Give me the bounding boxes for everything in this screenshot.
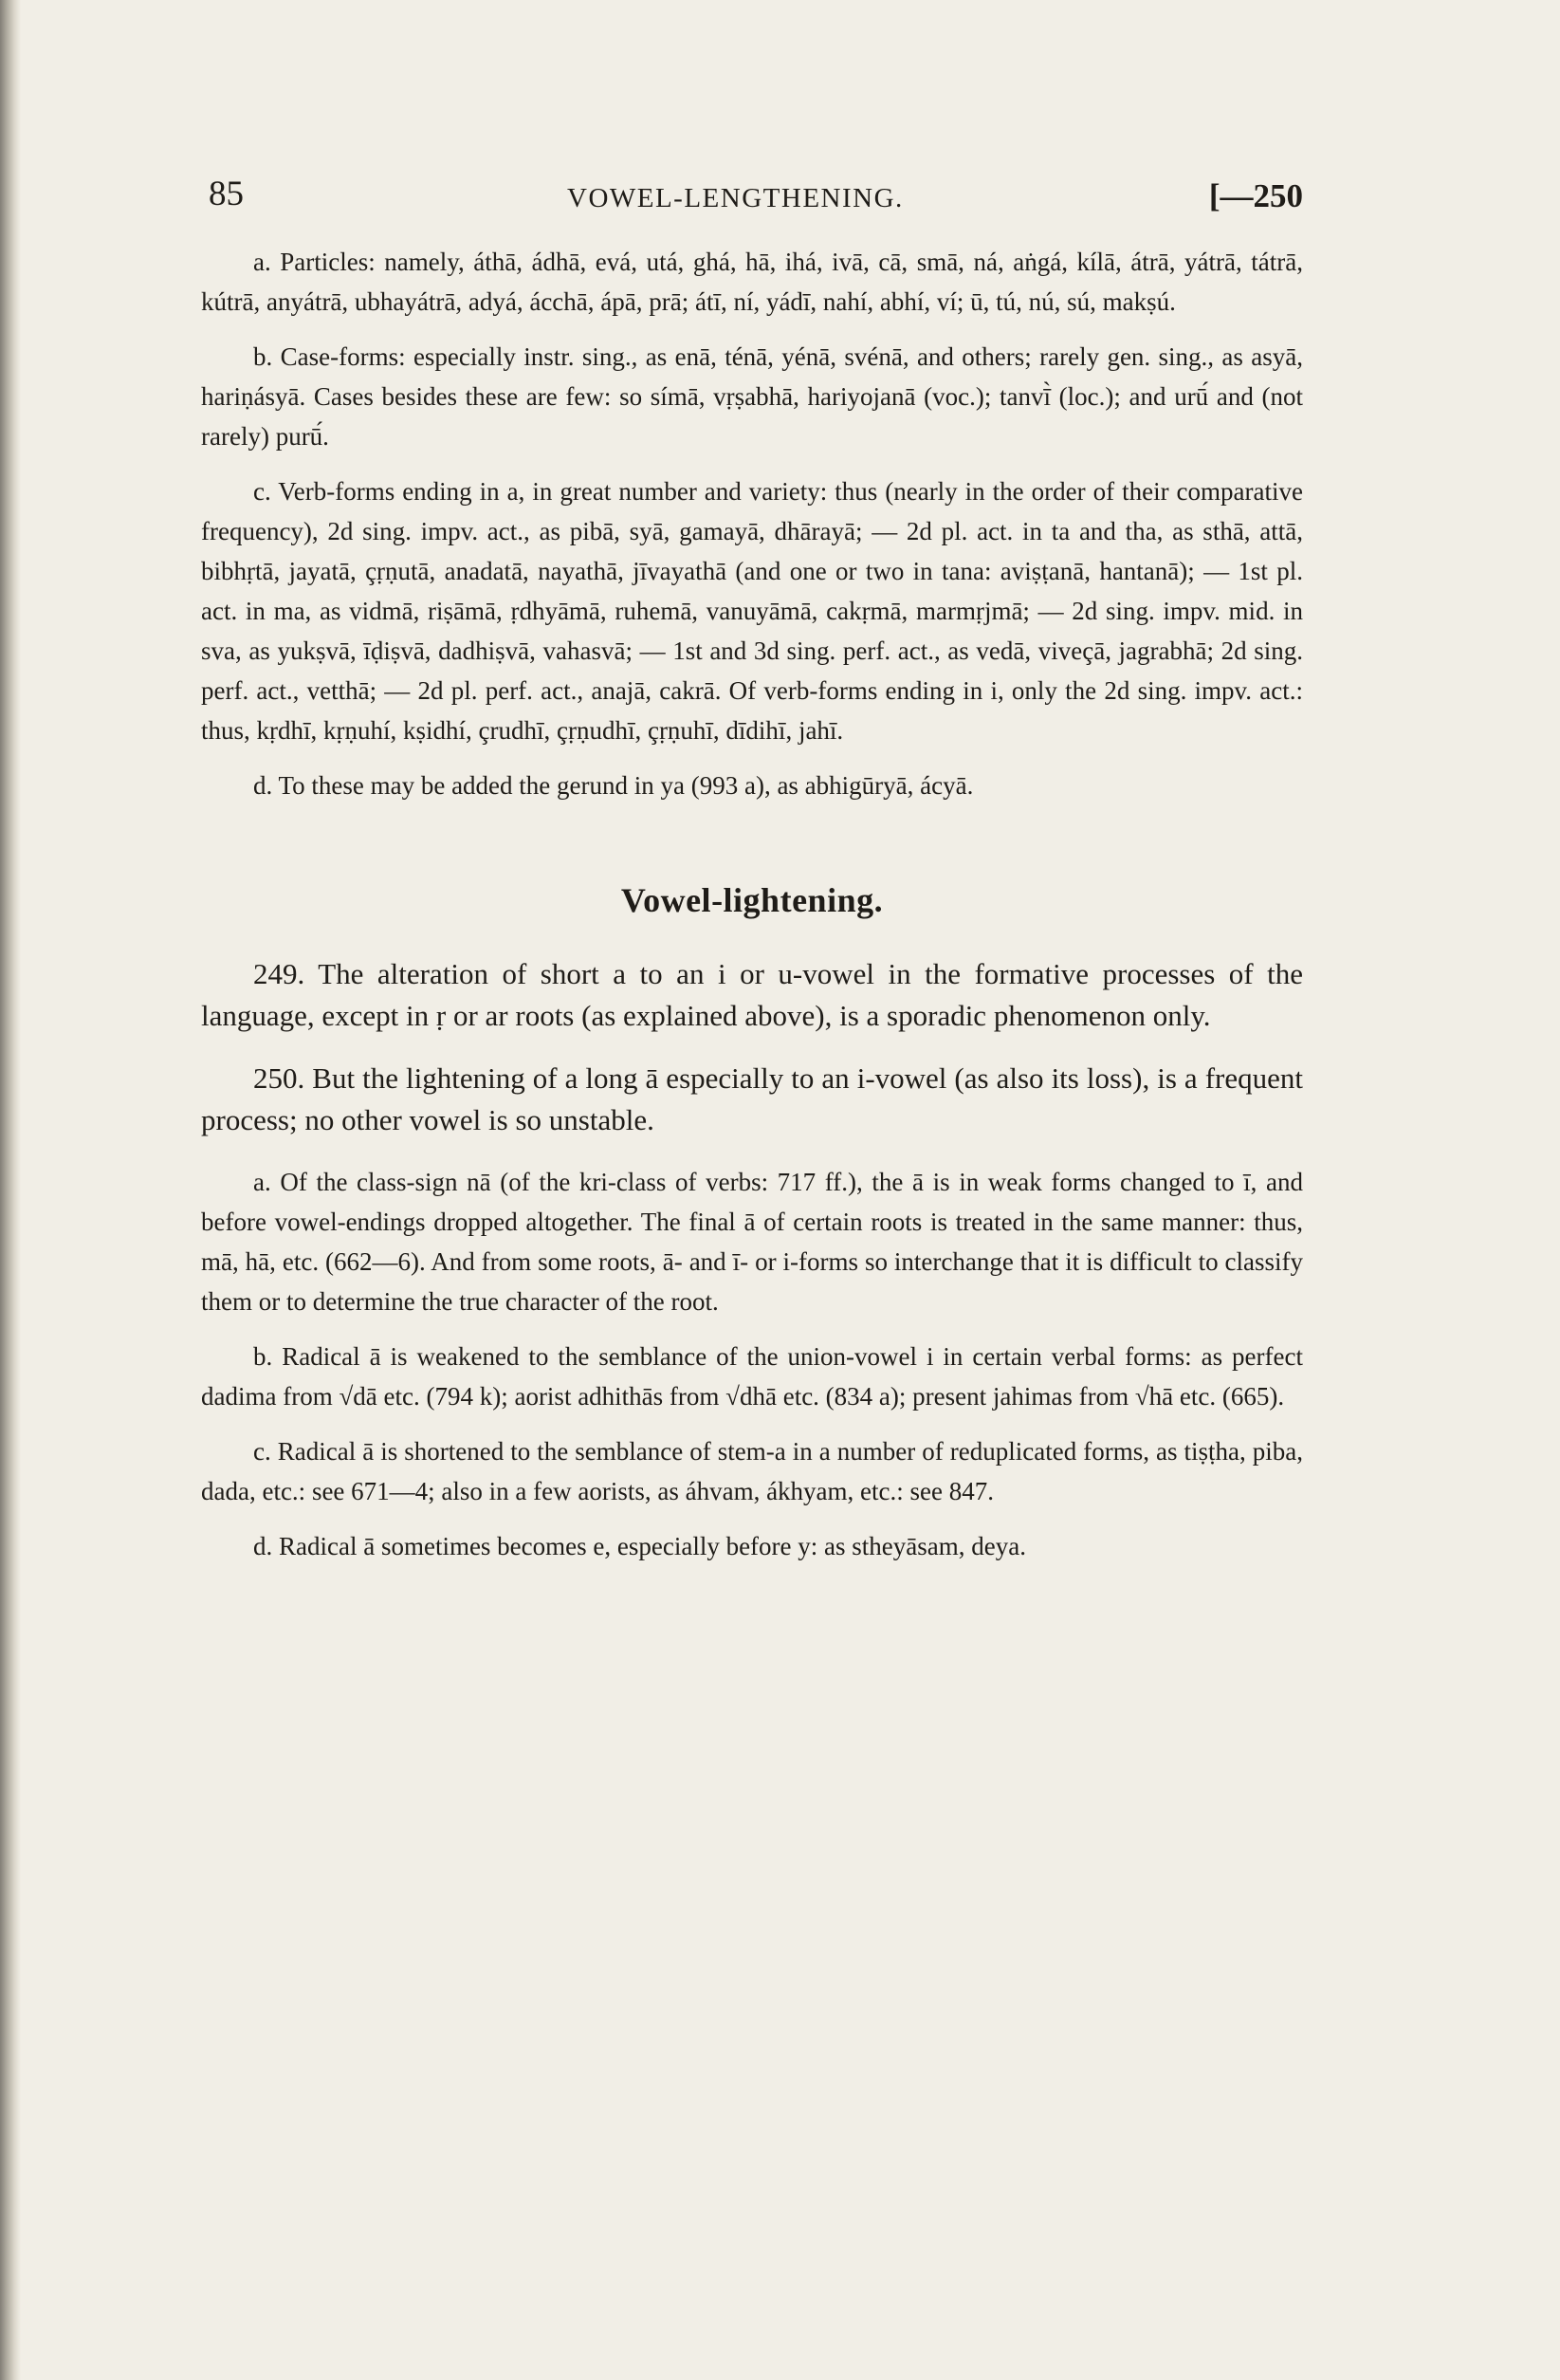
particles-paragraph: a. Particles: namely, áthā, ádhā, evá, utá, ghá, hā, ihá, ivā, cā, smā, ná, aṅgá, kílā, átrā, yátrā, tátrā, kútrā, anyátrā, ubhayátrā, adyá, ácchā, ápā, prā; átī, ní, yádī, nahí, abhí, ví; ū, tú, nú, sú, makṣú.: [201, 248, 1303, 316]
vowel-lightening-heading: Vowel-lightening.: [620, 881, 884, 919]
verb-forms-paragraph: c. Verb-forms ending in a, in great number and variety: thus (nearly in the order of their comparative frequency), 2d sing. impv. act., as pibā, syā, gamayā, dhārayā; — 2d pl. act. in ta and tha, as sthā, attā, bibhṛtā, jayatā, çṛṇutā, anadatā, nayathā, jīvayathā (and one or two in tana: aviṣṭanā, hantanā); — 1st pl. act. in ma, as vidmā, riṣāmā, ṛdhyāmā, ruhemā, vanuyāmā, cakṛmā, marmṛjmā; — 2d sing. impv. mid. in sva, as yukṣvā, īḍiṣvā, dadhiṣvā, vahasvā; — 1st and 3d sing. perf. act., as vedā, viveçā, jagrabhā; 2d sing. perf. act., vetthā; — 2d pl. perf. act., anajā, cakrā. Of verb-forms ending in i, only the 2d sing. impv. act.: thus, kṛdhī, kṛṇuhí, kṣidhí, çrudhī, çṛṇudhī, çṛṇuhī, dīdihī, jahī.: [201, 477, 1303, 745]
section-range: [—250: [1208, 177, 1303, 214]
running-header: [201, 175, 1303, 242]
gerund-paragraph: d. To these may be added the gerund in ya (993 a), as abhigūryā, ácyā.: [253, 771, 974, 800]
page-number: 85: [209, 175, 244, 213]
section-249: 249. The alteration of short a to an i or u-vowel in the formative processes of the language, except in ṛ or ar roots (as explained above), is a sporadic phenomenon only.: [201, 957, 1303, 1032]
running-title: VOWEL-LENGTHENING.: [567, 183, 904, 213]
radical-weakened-paragraph: b. Radical ā is weakened to the semblance of the union-vowel i in certain verbal forms: as perfect dadima from √dā etc. (794 k); aorist adhithās from √dhā etc. (834 a); present jahimas from √hā etc. (665).: [201, 1342, 1303, 1411]
case-forms-paragraph: b. Case-forms: especially instr. sing., as enā, ténā, yénā, svénā, and others; rarely gen. sing., as asyā, hariṇásyā. Cases besides these are few: so símā, vṛṣabhā, hariyojanā (voc.); tanvī̀ (loc.); and urū́ and (not rarely) purū́.: [201, 342, 1303, 451]
book-page: [201, 175, 1303, 2300]
class-sign-paragraph: a. Of the class-sign nā (of the kri-class of verbs: 717 ff.), the ā is in weak forms changed to ī, and before vowel-endings dropped altogether. The final ā of certain roots is treated in the same manner: thus, mā, hā, etc. (662—6). And from some roots, ā- and ī- or i-forms so interchange that it is difficult to classify them or to determine the true character of the root.: [201, 1168, 1303, 1316]
radical-shortened-paragraph: c. Radical ā is shortened to the semblance of stem-a in a number of reduplicated forms, as tiṣṭha, piba, dada, etc.: see 671—4; also in a few aorists, as áhvam, ákhyam, etc.: see 847.: [201, 1437, 1303, 1505]
section-250: 250. But the lightening of a long ā especially to an i-vowel (as also its loss), is a frequent process; no other vowel is so unstable.: [201, 1061, 1303, 1136]
scan-binding-edge: [0, 0, 21, 2380]
radical-becomes-e-paragraph: d. Radical ā sometimes becomes e, especially before y: as stheyāsam, deya.: [253, 1532, 1026, 1560]
